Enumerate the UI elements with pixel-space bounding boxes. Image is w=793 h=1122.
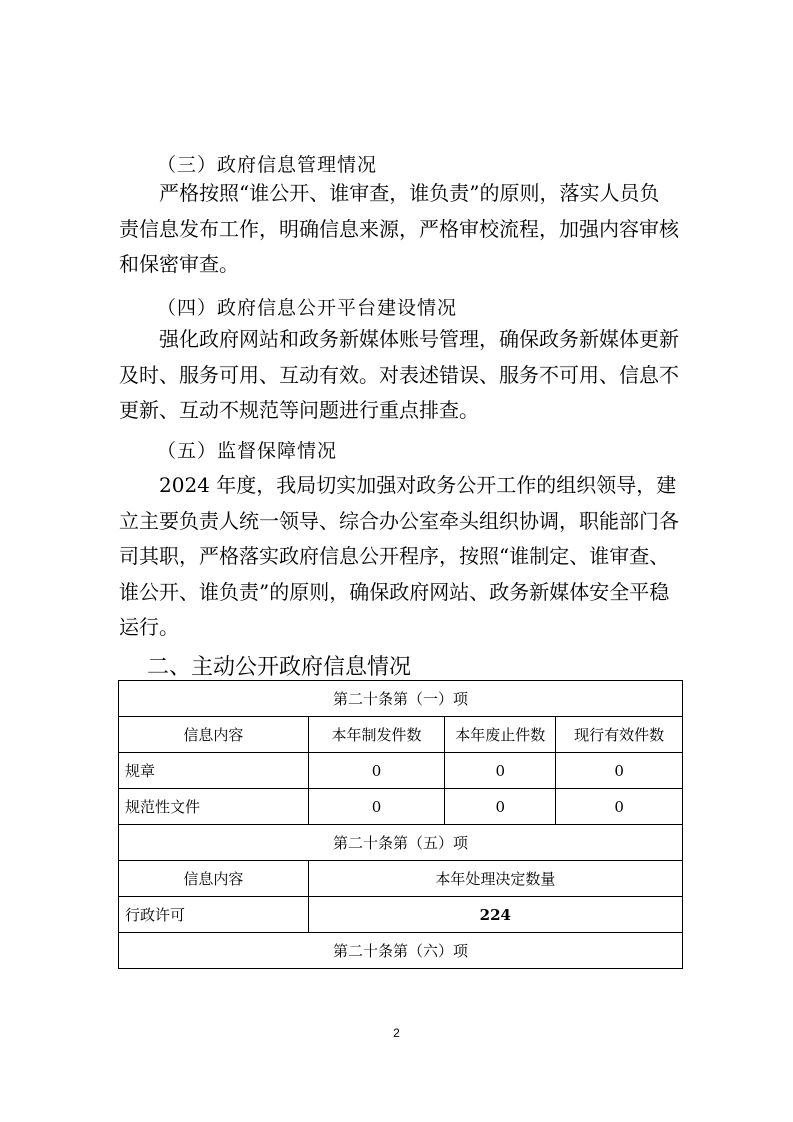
paragraph-line: 立主要负责人统一领导、综合办公室牵头组织协调，职能部门各 [119, 508, 679, 533]
section-3-heading: （三）政府信息管理情况 [157, 154, 378, 176]
header-cell: 本年处理决定数量 [308, 861, 682, 897]
header-cell: 现行有效件数 [556, 717, 683, 753]
section-3-paragraph [119, 176, 699, 283]
section-2-heading: 二、主动公开政府信息情况 [147, 655, 412, 680]
table-row [119, 897, 683, 933]
table-cell: 0 [308, 753, 445, 789]
table-cell: 0 [445, 789, 556, 825]
table-cell: 0 [556, 753, 683, 789]
table-cell: 0 [308, 789, 445, 825]
paragraph-line: 强化政府网站和政务新媒体账号管理，确保政务新媒体更新 [159, 327, 679, 351]
table-cell: 224 [308, 897, 682, 933]
paragraph-line: 更新、互动不规范等问题进行重点排查。 [119, 398, 479, 422]
table-row [119, 681, 683, 717]
paragraph-line: 运行。 [119, 615, 179, 639]
table-row [119, 825, 683, 861]
table-row [119, 717, 683, 753]
table-row [119, 933, 683, 969]
header-cell: 本年废止件数 [445, 717, 556, 753]
section-5-heading: （五）监督保障情况 [157, 440, 338, 462]
header-cell: 本年制发件数 [308, 717, 445, 753]
table-row [119, 789, 683, 825]
section-4-paragraph [119, 322, 699, 429]
table-cell: 规范性文件 [119, 789, 309, 825]
paragraph-line: 2024 年度，我局切实加强对政务公开工作的组织领导，建 [159, 473, 677, 497]
section-5-paragraph [119, 468, 699, 646]
paragraph-line: 责信息发布工作，明确信息来源，严格审校流程，加强内容审核 [119, 216, 679, 241]
table-row [119, 753, 683, 789]
header-cell: 信息内容 [119, 861, 309, 897]
disclosure-table [118, 680, 683, 969]
paragraph-line: 司其职，严格落实政府信息公开程序，按照“谁制定、谁审查、 [119, 544, 670, 568]
paragraph-line: 和保密审查。 [119, 252, 239, 276]
table-cell: 0 [556, 789, 683, 825]
header-cell: 信息内容 [119, 717, 309, 753]
item-1-title: 第二十条第（一）项 [119, 681, 683, 717]
paragraph-line: 严格按照“谁公开、谁审查，谁负责”的原则，落实人员负 [159, 181, 660, 205]
paragraph-line: 及时、服务可用、互动有效。对表述错误、服务不可用、信息不 [119, 362, 679, 387]
page-number: 2 [393, 1026, 400, 1040]
table-row [119, 861, 683, 897]
table-cell: 0 [445, 753, 556, 789]
table-cell: 规章 [119, 753, 309, 789]
item-6-title: 第二十条第（六）项 [119, 933, 683, 969]
item-5-title: 第二十条第（五）项 [119, 825, 683, 861]
section-4-heading: （四）政府信息公开平台建设情况 [157, 297, 458, 319]
table-cell: 行政许可 [119, 897, 309, 933]
paragraph-line: 谁公开、谁负责”的原则，确保政府网站、政务新媒体安全平稳 [119, 579, 670, 604]
